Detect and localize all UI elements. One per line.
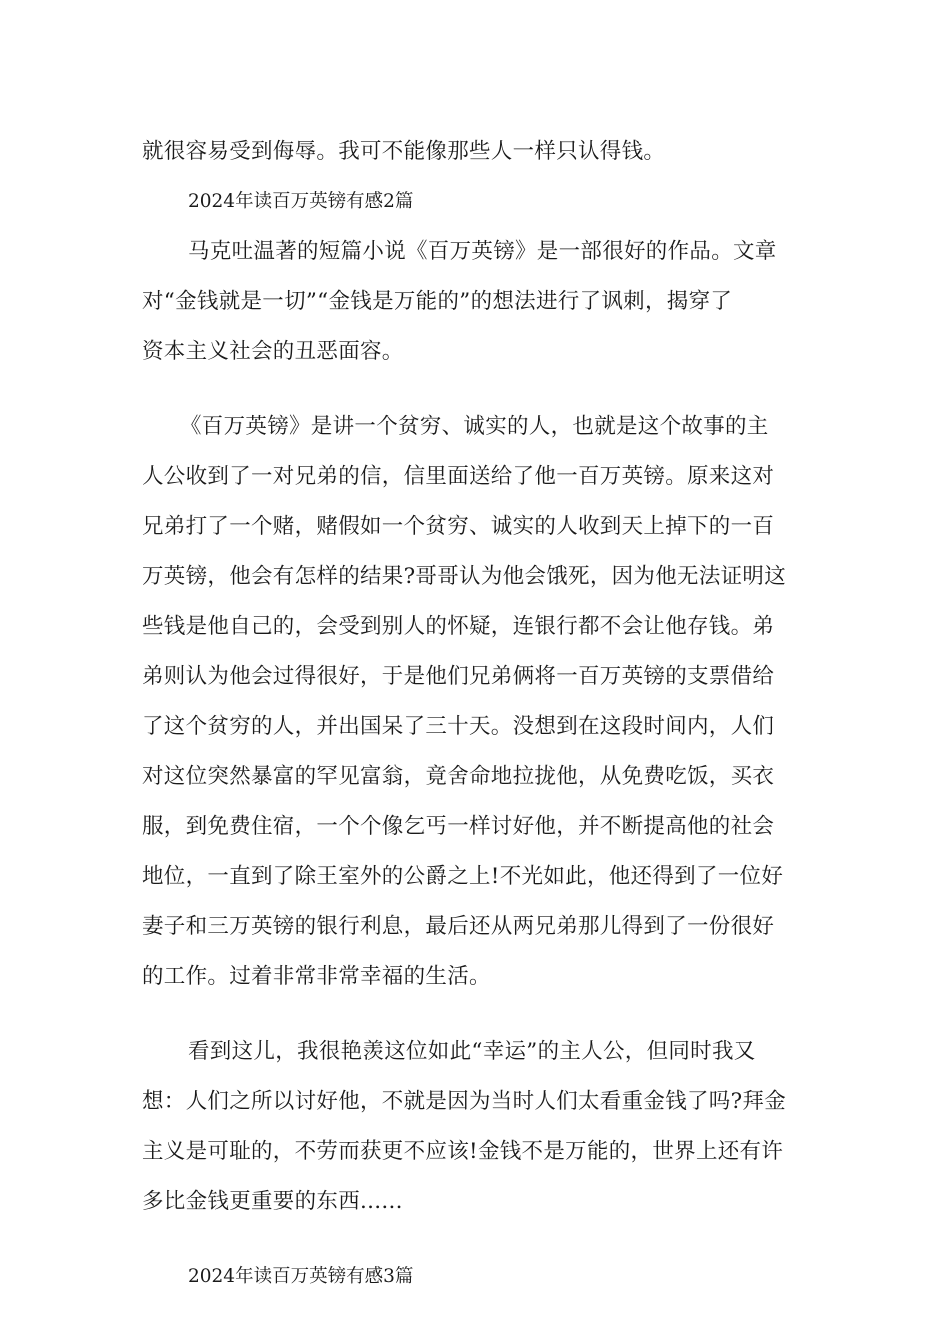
paragraph-first-line: 马克吐温著的短篇小说《百万英镑》是一部很好的作品。文章 xyxy=(188,239,777,264)
body-text-line: 人公收到了一对兄弟的信，信里面送给了他一百万英镑。原来这对 xyxy=(142,464,775,489)
body-text-line: 多比金钱更重要的东西...... xyxy=(142,1189,403,1214)
body-text-line: 资本主义社会的丑恶面容。 xyxy=(142,339,404,364)
body-text-line: 对这位突然暴富的罕见富翁，竟舍命地拉拢他，从免费吃饭，买衣 xyxy=(142,764,775,789)
body-text-line: 想：人们之所以讨好他，不就是因为当时人们太看重金钱了吗?拜金 xyxy=(142,1089,787,1114)
body-text-line: 就很容易受到侮辱。我可不能像那些人一样只认得钱。 xyxy=(142,139,666,164)
body-text-line: 地位，一直到了除王室外的公爵之上!不光如此，他还得到了一位好 xyxy=(142,864,784,889)
body-text-line: 服，到免费住宿，一个个像乞丐一样讨好他，并不断提高他的社会 xyxy=(142,814,775,839)
body-text-line: 兄弟打了一个赌，赌假如一个贫穷、诚实的人收到天上掉下的一百 xyxy=(142,514,775,539)
body-text-line: 弟则认为他会过得很好，于是他们兄弟俩将一百万英镑的支票借给 xyxy=(142,664,775,689)
body-text-line: 对“金钱就是一切”“金钱是万能的”的想法进行了讽刺，揭穿了 xyxy=(142,289,733,314)
body-text-line: 万英镑，他会有怎样的结果?哥哥认为他会饿死，因为他无法证明这 xyxy=(142,564,787,589)
section-heading: 2024年读百万英镑有感3篇 xyxy=(188,1266,414,1287)
section-heading: 2024年读百万英镑有感2篇 xyxy=(188,191,414,212)
paragraph-first-line: 《百万英镑》是讲一个贫穷、诚实的人，也就是这个故事的主 xyxy=(180,414,769,439)
body-text-line: 妻子和三万英镑的银行利息，最后还从两兄弟那儿得到了一份很好 xyxy=(142,914,775,939)
body-text-line: 的工作。过着非常非常幸福的生活。 xyxy=(142,964,491,989)
body-text-line: 些钱是他自己的，会受到别人的怀疑，连银行都不会让他存钱。弟 xyxy=(142,614,775,639)
paragraph-first-line: 看到这儿，我很艳羡这位如此“幸运”的主人公，但同时我又 xyxy=(188,1039,756,1064)
body-text-line: 了这个贫穷的人，并出国呆了三十天。没想到在这段时间内，人们 xyxy=(142,714,775,739)
body-text-line: 主义是可耻的，不劳而获更不应该!金钱不是万能的，世界上还有许 xyxy=(142,1139,784,1164)
